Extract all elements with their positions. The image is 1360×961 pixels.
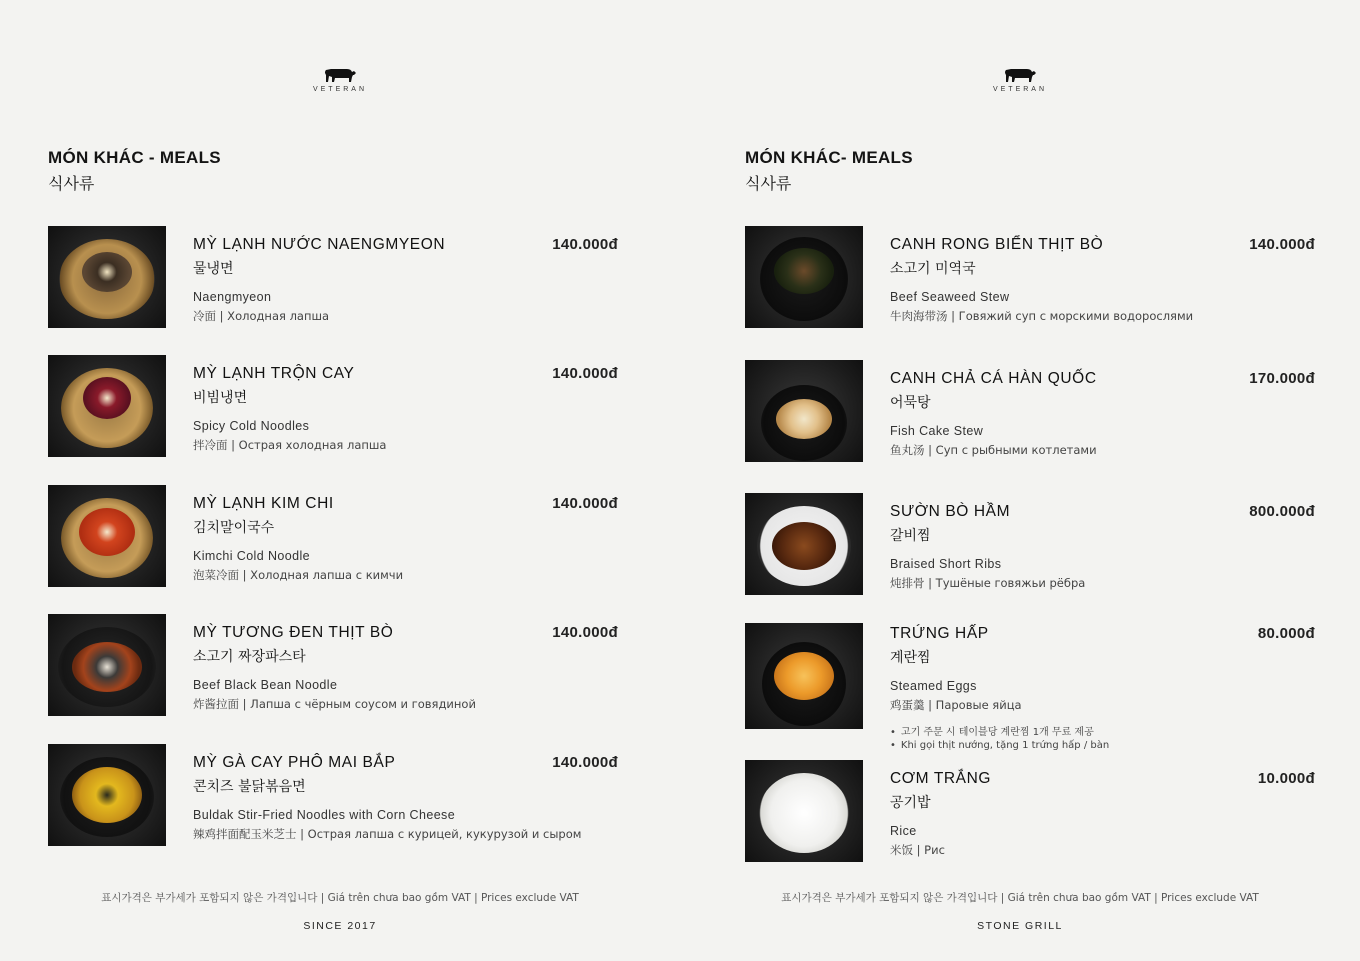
- dish-name-en: Naengmyeon: [193, 290, 272, 304]
- dish-name-ko: 비빔냉면: [193, 390, 248, 406]
- footer-tagline: STONE GRILL: [977, 920, 1063, 932]
- dish-photo-fish-cake-stew: [745, 360, 863, 462]
- dish-name-zh-ru: 冷面 | Холодная лапша: [193, 309, 330, 323]
- dish-price: 140.000đ: [552, 365, 618, 382]
- dish-photo-kimchi-cold-noodle: [48, 485, 166, 587]
- dish-photo-buldak-corn-cheese: [48, 744, 166, 846]
- menu-item[interactable]: [745, 360, 1315, 464]
- dish-name-zh-ru: 鱼丸汤 | Суп с рыбными котлетами: [890, 443, 1097, 457]
- section-heading: [48, 148, 221, 194]
- dish-price: 170.000đ: [1249, 370, 1315, 387]
- dish-price: 10.000đ: [1257, 770, 1315, 787]
- dish-name-ko: 계란찜: [890, 650, 931, 666]
- dish-name-vi: MỲ LẠNH TRỘN CAY: [193, 365, 355, 382]
- dish-notes: [890, 723, 1315, 751]
- brand-name: VETERAN: [992, 86, 1048, 93]
- dish-name-en: Buldak Stir-Fried Noodles with Corn Cheese: [193, 808, 456, 822]
- dish-name-ko: 물냉면: [193, 261, 234, 277]
- menu-item[interactable]: [745, 623, 1315, 751]
- dish-name-en: Spicy Cold Noodles: [193, 419, 310, 433]
- dish-name-vi: MỲ TƯƠNG ĐEN THỊT BÒ: [193, 624, 394, 641]
- dish-photo-steamed-eggs: [745, 623, 863, 729]
- dish-price: 140.000đ: [552, 624, 618, 641]
- dish-name-zh-ru: 炖排骨 | Тушёные говяжьи рёбра: [890, 576, 1086, 590]
- dish-photo-rice: [745, 760, 863, 862]
- menu-page-right: [680, 0, 1360, 961]
- section-title: MÓN KHÁC- MEALS: [745, 148, 913, 167]
- brand-name: VETERAN: [312, 86, 368, 93]
- cow-icon: [1003, 64, 1037, 84]
- menu-item[interactable]: [48, 226, 618, 330]
- dish-name-ko: 갈비찜: [890, 528, 931, 544]
- section-subtitle: 식사류: [48, 174, 95, 193]
- dish-note: • Khi gọi thịt nướng, tặng 1 trứng hấp / bàn: [890, 740, 1315, 751]
- menu-item[interactable]: [48, 485, 618, 589]
- dish-name-ko: 공기밥: [890, 795, 931, 811]
- vat-note: 표시가격은 부가세가 포함되지 않은 가격입니다 | Giá trên chưa bao gồm VAT | Prices exclude VAT: [101, 892, 579, 904]
- section-subtitle: 식사류: [745, 174, 792, 193]
- menu-item[interactable]: [48, 614, 618, 718]
- dish-price: 800.000đ: [1249, 503, 1315, 520]
- dish-name-zh-ru: 泡菜冷面 | Холодная лапша с кимчи: [193, 568, 404, 582]
- dish-name-en: Rice: [890, 824, 917, 838]
- vat-note: 표시가격은 부가세가 포함되지 않은 가격입니다 | Giá trên chưa bao gồm VAT | Prices exclude VAT: [781, 892, 1259, 904]
- footer-tagline: SINCE 2017: [303, 920, 377, 932]
- dish-name-zh-ru: 拌冷面 | Острая холодная лапша: [193, 438, 387, 452]
- dish-name-vi: SƯỜN BÒ HẦM: [890, 503, 1011, 520]
- dish-name-zh-ru: 米饭 | Рис: [890, 843, 945, 857]
- dish-name-vi: MỲ LẠNH NƯỚC NAENGMYEON: [193, 236, 446, 253]
- menu-item[interactable]: [745, 493, 1315, 597]
- dish-name-ko: 소고기 짜장파스타: [193, 649, 306, 665]
- dish-name-vi: MỲ LẠNH KIM CHI: [193, 495, 334, 512]
- dish-name-en: Steamed Eggs: [890, 679, 977, 693]
- dish-name-en: Fish Cake Stew: [890, 424, 984, 438]
- dish-photo-braised-short-ribs: [745, 493, 863, 595]
- dish-name-en: Braised Short Ribs: [890, 557, 1002, 571]
- dish-price: 140.000đ: [552, 754, 618, 771]
- cow-icon: [323, 64, 357, 84]
- dish-name-vi: MỲ GÀ CAY PHÔ MAI BẮP: [193, 754, 396, 771]
- dish-name-zh-ru: 辣鸡拌面配玉米芝士 | Острая лапша с курицей, кукурузой и сыром: [193, 827, 582, 841]
- dish-name-ko: 소고기 미역국: [890, 261, 976, 277]
- dish-price: 140.000đ: [552, 495, 618, 512]
- dish-note: • 고기 주문 시 테이블당 계란찜 1개 무료 제공: [890, 723, 1315, 738]
- dish-photo-beef-seaweed-stew: [745, 226, 863, 328]
- dish-name-vi: TRỨNG HẤP: [890, 625, 989, 642]
- dish-price: 140.000đ: [552, 236, 618, 253]
- dish-name-en: Beef Seaweed Stew: [890, 290, 1010, 304]
- section-title: MÓN KHÁC - MEALS: [48, 148, 221, 167]
- dish-price: 140.000đ: [1249, 236, 1315, 253]
- dish-name-zh-ru: 鸡蛋羹 | Паровые яйца: [890, 698, 1022, 712]
- menu-item[interactable]: [745, 760, 1315, 864]
- dish-photo-spicy-cold-noodles: [48, 355, 166, 457]
- dish-name-vi: CANH CHẢ CÁ HÀN QUỐC: [890, 370, 1097, 387]
- dish-name-ko: 김치말이국수: [193, 520, 275, 536]
- dish-name-ko: 어묵탕: [890, 395, 931, 411]
- menu-item[interactable]: [48, 355, 618, 459]
- dish-photo-naengmyeon: [48, 226, 166, 328]
- veteran-logo: [280, 64, 400, 93]
- menu-item[interactable]: [745, 226, 1315, 330]
- veteran-logo: [960, 64, 1080, 93]
- dish-name-ko: 콘치즈 불닭볶음면: [193, 779, 306, 795]
- dish-name-vi: CANH RONG BIỂN THỊT BÒ: [890, 236, 1104, 253]
- menu-item[interactable]: [48, 744, 618, 848]
- dish-name-zh-ru: 牛肉海带汤 | Говяжий суп с морскими водорослями: [890, 309, 1194, 323]
- section-heading: [745, 148, 913, 194]
- dish-name-vi: CƠM TRẮNG: [890, 770, 992, 787]
- dish-photo-black-bean-noodle: [48, 614, 166, 716]
- dish-price: 80.000đ: [1257, 625, 1315, 642]
- dish-name-en: Beef Black Bean Noodle: [193, 678, 338, 692]
- dish-name-en: Kimchi Cold Noodle: [193, 549, 310, 563]
- dish-name-zh-ru: 炸酱拉面 | Лапша с чёрным соусом и говядиной: [193, 697, 476, 711]
